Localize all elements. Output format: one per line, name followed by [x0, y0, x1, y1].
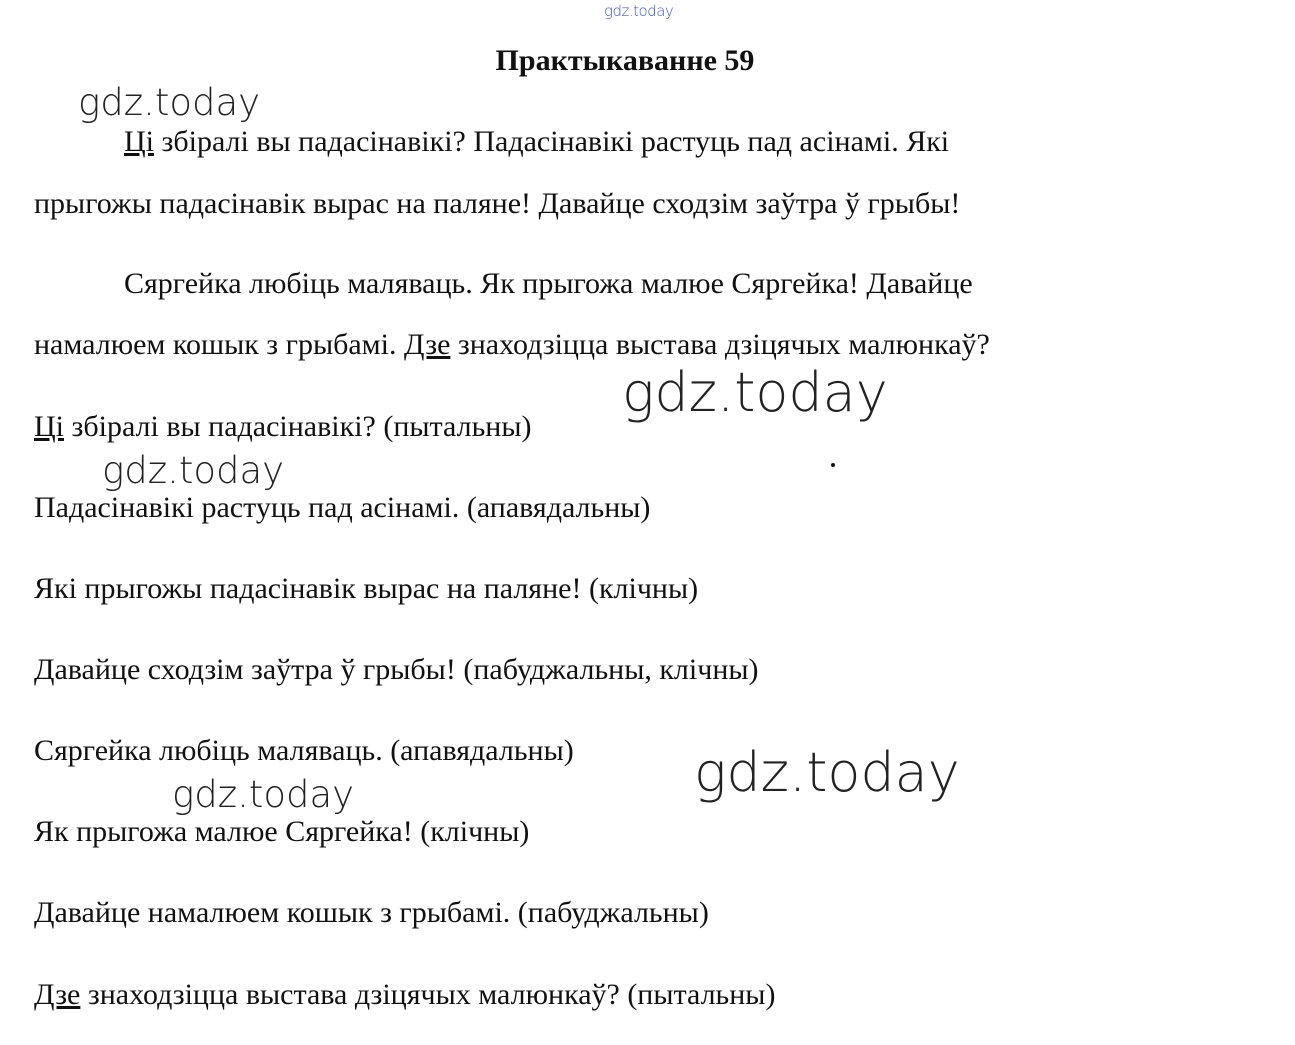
watermark: gdz.today	[78, 81, 261, 124]
answer-line	[34, 895, 709, 931]
answer-text: Падасінавікі растуць пад асінамі. (апавядальны)	[34, 491, 651, 524]
text-segment: знаходзіцца выстава дзіцячых малюнкаў?	[450, 328, 990, 361]
answer-line	[34, 490, 650, 526]
answer-text: знаходзіцца выстава дзіцячых малюнкаў? (пытальны)	[80, 978, 776, 1011]
question-word: Дзе	[34, 978, 81, 1011]
watermark: gdz.today	[622, 361, 888, 424]
answer-line	[34, 652, 759, 688]
answer-line	[34, 977, 775, 1013]
exercise-text-line	[124, 124, 949, 160]
answer-text: збіралі вы падасінавікі? (пытальны)	[64, 410, 532, 443]
answer-line	[34, 409, 531, 445]
question-word: Ці	[34, 410, 64, 443]
question-word: Дзе	[404, 328, 451, 361]
page-title: Практыкаванне 59	[495, 44, 755, 77]
answer-text: Як прыгожа малюе Сяргейка! (клічны)	[34, 815, 530, 848]
answer-line	[34, 733, 574, 769]
answer-text: Давайце намалюем кошык з грыбамі. (пабуджальны)	[34, 896, 709, 929]
answer-text: Давайце сходзім заўтра ў грыбы! (пабуджальны, клічны)	[34, 653, 759, 686]
watermark-top: gdz.today	[604, 2, 674, 20]
watermark: gdz.today	[172, 773, 355, 816]
answer-text: Які прыгожы падасінавік вырас на паляне! (клічны)	[34, 572, 699, 605]
answer-line	[34, 571, 698, 607]
exercise-text-line: Сяргейка любіць маляваць. Як прыгожа малюе Сяргейка! Давайце	[124, 267, 973, 300]
watermark: gdz.today	[102, 449, 285, 492]
answer-text: Сяргейка любіць маляваць. (апавядальны)	[34, 734, 574, 767]
ink-dot	[831, 463, 835, 467]
question-word: Ці	[124, 125, 154, 158]
text-segment: збіралі вы падасінавікі? Падасінавікі растуць пад асінамі. Які	[154, 125, 950, 158]
exercise-text-line	[34, 327, 990, 363]
exercise-text-line: прыгожы падасінавік вырас на паляне! Давайце сходзім заўтра ў грыбы!	[34, 187, 961, 220]
answer-line	[34, 814, 529, 850]
watermark: gdz.today	[694, 741, 960, 804]
text-segment: намалюем кошык з грыбамі.	[34, 328, 405, 361]
